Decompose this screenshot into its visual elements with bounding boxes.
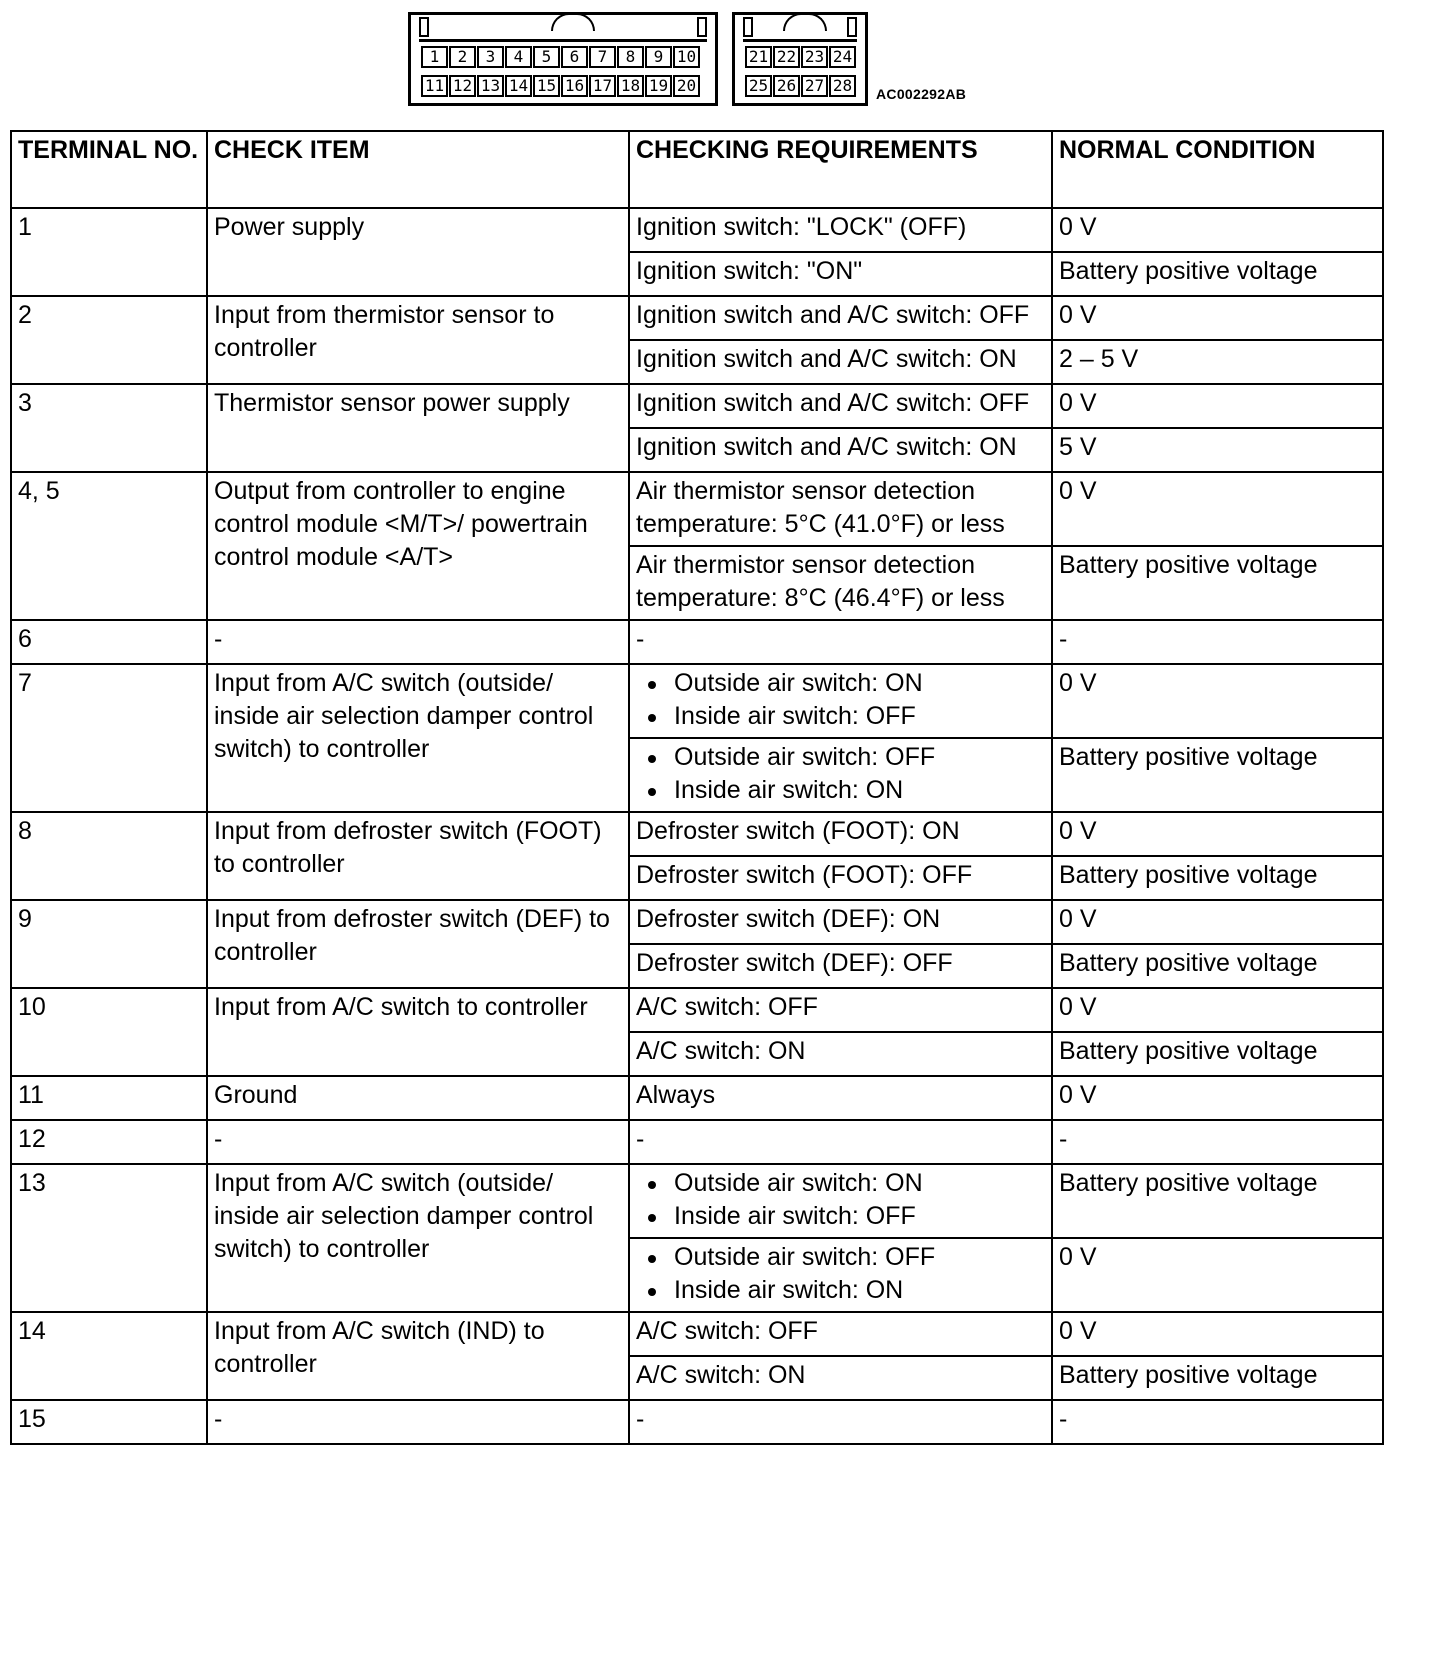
pin-row-bottom bbox=[421, 75, 701, 97]
connector-edge bbox=[743, 39, 857, 42]
cell-terminal-no: 3 bbox=[11, 384, 207, 472]
connector-pin: 23 bbox=[801, 46, 828, 68]
requirement-bullet-list bbox=[636, 667, 1045, 733]
table-row bbox=[11, 1312, 1383, 1356]
connector-pin: 25 bbox=[745, 75, 772, 97]
cell-normal-condition: 0 V bbox=[1052, 1076, 1383, 1120]
cell-terminal-no: 1 bbox=[11, 208, 207, 296]
cell-terminal-no: 10 bbox=[11, 988, 207, 1076]
connector-pin: 12 bbox=[449, 75, 476, 97]
connector-ear bbox=[419, 17, 429, 37]
requirement-bullet-list bbox=[636, 741, 1045, 807]
pin-row-top bbox=[421, 46, 701, 68]
cell-checking-requirement: Ignition switch and A/C switch: OFF bbox=[629, 384, 1052, 428]
connector-pin: 26 bbox=[773, 75, 800, 97]
header-checking-requirements: CHECKING REQUIREMENTS bbox=[629, 131, 1052, 208]
cell-checking-requirement: Ignition switch: "ON" bbox=[629, 252, 1052, 296]
connector-pin: 20 bbox=[673, 75, 700, 97]
table-row bbox=[11, 620, 1383, 664]
cell-checking-requirement: - bbox=[629, 1120, 1052, 1164]
connector-pin: 6 bbox=[561, 46, 588, 68]
cell-checking-requirement: Always bbox=[629, 1076, 1052, 1120]
cell-normal-condition: Battery positive voltage bbox=[1052, 856, 1383, 900]
connector-pin: 8 bbox=[617, 46, 644, 68]
connector-pin: 13 bbox=[477, 75, 504, 97]
cell-checking-requirement: Ignition switch: "LOCK" (OFF) bbox=[629, 208, 1052, 252]
header-terminal-no: TERMINAL NO. bbox=[11, 131, 207, 208]
connector-pin: 17 bbox=[589, 75, 616, 97]
cell-checking-requirement: A/C switch: ON bbox=[629, 1032, 1052, 1076]
cell-checking-requirement: Air thermistor sensor detection temperature: 5°C (41.0°F) or less bbox=[629, 472, 1052, 546]
connector-pin: 28 bbox=[829, 75, 856, 97]
cell-normal-condition: Battery positive voltage bbox=[1052, 738, 1383, 812]
connector-pin: 7 bbox=[589, 46, 616, 68]
table-row bbox=[11, 1076, 1383, 1120]
pin-row-top bbox=[745, 46, 857, 68]
cell-checking-requirement bbox=[629, 738, 1052, 812]
cell-check-item: Input from defroster switch (DEF) to controller bbox=[207, 900, 629, 988]
cell-normal-condition: 0 V bbox=[1052, 900, 1383, 944]
cell-normal-condition: 0 V bbox=[1052, 472, 1383, 546]
connector-pin: 21 bbox=[745, 46, 772, 68]
cell-terminal-no: 13 bbox=[11, 1164, 207, 1312]
requirement-bullet: Inside air switch: OFF bbox=[674, 1200, 1045, 1233]
cell-terminal-no: 9 bbox=[11, 900, 207, 988]
cell-check-item: - bbox=[207, 1400, 629, 1444]
table-row bbox=[11, 472, 1383, 546]
cell-normal-condition: Battery positive voltage bbox=[1052, 1356, 1383, 1400]
cell-normal-condition: 0 V bbox=[1052, 1312, 1383, 1356]
cell-normal-condition: Battery positive voltage bbox=[1052, 1032, 1383, 1076]
table-body bbox=[11, 208, 1383, 1444]
cell-normal-condition: Battery positive voltage bbox=[1052, 944, 1383, 988]
cell-checking-requirement: Ignition switch and A/C switch: OFF bbox=[629, 296, 1052, 340]
connector-pin: 3 bbox=[477, 46, 504, 68]
cell-check-item: Ground bbox=[207, 1076, 629, 1120]
connector-pin: 19 bbox=[645, 75, 672, 97]
table-header-row bbox=[11, 131, 1383, 208]
cell-normal-condition: 0 V bbox=[1052, 208, 1383, 252]
cell-terminal-no: 11 bbox=[11, 1076, 207, 1120]
connector-pin: 22 bbox=[773, 46, 800, 68]
connector-latch bbox=[551, 13, 595, 31]
connector-latch bbox=[783, 13, 827, 31]
cell-checking-requirement bbox=[629, 1164, 1052, 1238]
cell-checking-requirement: Ignition switch and A/C switch: ON bbox=[629, 428, 1052, 472]
cell-checking-requirement: A/C switch: ON bbox=[629, 1356, 1052, 1400]
cell-terminal-no: 7 bbox=[11, 664, 207, 812]
requirement-bullet-list bbox=[636, 1241, 1045, 1307]
cell-check-item: Output from controller to engine control module <M/T>/ powertrain control module <A/T> bbox=[207, 472, 629, 620]
connector-pin: 10 bbox=[673, 46, 700, 68]
connector-pin: 4 bbox=[505, 46, 532, 68]
connector-pin: 1 bbox=[421, 46, 448, 68]
cell-normal-condition: 0 V bbox=[1052, 812, 1383, 856]
cell-check-item: - bbox=[207, 1120, 629, 1164]
table-row bbox=[11, 988, 1383, 1032]
connector-ear bbox=[847, 17, 857, 37]
table-row bbox=[11, 384, 1383, 428]
cell-checking-requirement: Defroster switch (DEF): ON bbox=[629, 900, 1052, 944]
header-check-item: CHECK ITEM bbox=[207, 131, 629, 208]
requirement-bullet: Inside air switch: ON bbox=[674, 1274, 1045, 1307]
requirement-bullet: Outside air switch: ON bbox=[674, 1167, 1045, 1200]
cell-checking-requirement: - bbox=[629, 1400, 1052, 1444]
cell-normal-condition: 0 V bbox=[1052, 664, 1383, 738]
cell-checking-requirement: Air thermistor sensor detection temperature: 8°C (46.4°F) or less bbox=[629, 546, 1052, 620]
connector-pin: 9 bbox=[645, 46, 672, 68]
cell-normal-condition: - bbox=[1052, 1120, 1383, 1164]
cell-checking-requirement bbox=[629, 1238, 1052, 1312]
connector-pin: 24 bbox=[829, 46, 856, 68]
cell-normal-condition: 0 V bbox=[1052, 384, 1383, 428]
cell-checking-requirement: - bbox=[629, 620, 1052, 664]
cell-normal-condition: 0 V bbox=[1052, 1238, 1383, 1312]
connector-pin: 16 bbox=[561, 75, 588, 97]
table-row bbox=[11, 1400, 1383, 1444]
cell-checking-requirement: Ignition switch and A/C switch: ON bbox=[629, 340, 1052, 384]
figure-code: AC002292AB bbox=[876, 86, 967, 102]
cell-normal-condition: 0 V bbox=[1052, 988, 1383, 1032]
cell-checking-requirement bbox=[629, 664, 1052, 738]
cell-normal-condition: Battery positive voltage bbox=[1052, 252, 1383, 296]
cell-check-item: Input from A/C switch (outside/ inside air selection damper control switch) to controller bbox=[207, 664, 629, 812]
table-row bbox=[11, 208, 1383, 252]
cell-terminal-no: 14 bbox=[11, 1312, 207, 1400]
table-row bbox=[11, 296, 1383, 340]
cell-check-item: Input from defroster switch (FOOT) to controller bbox=[207, 812, 629, 900]
cell-check-item: Input from A/C switch (outside/ inside air selection damper control switch) to controller bbox=[207, 1164, 629, 1312]
cell-terminal-no: 12 bbox=[11, 1120, 207, 1164]
cell-check-item: - bbox=[207, 620, 629, 664]
requirement-bullet: Outside air switch: OFF bbox=[674, 741, 1045, 774]
cell-checking-requirement: Defroster switch (FOOT): ON bbox=[629, 812, 1052, 856]
cell-normal-condition: Battery positive voltage bbox=[1052, 1164, 1383, 1238]
cell-normal-condition: 2 – 5 V bbox=[1052, 340, 1383, 384]
cell-normal-condition: 5 V bbox=[1052, 428, 1383, 472]
cell-normal-condition: Battery positive voltage bbox=[1052, 546, 1383, 620]
cell-terminal-no: 2 bbox=[11, 296, 207, 384]
connector-pin: 14 bbox=[505, 75, 532, 97]
connector-pin: 18 bbox=[617, 75, 644, 97]
connector-edge bbox=[419, 39, 707, 42]
cell-normal-condition: - bbox=[1052, 620, 1383, 664]
table-row bbox=[11, 812, 1383, 856]
cell-check-item: Power supply bbox=[207, 208, 629, 296]
connector-ear bbox=[697, 17, 707, 37]
requirement-bullet: Outside air switch: ON bbox=[674, 667, 1045, 700]
connector-pin: 2 bbox=[449, 46, 476, 68]
cell-terminal-no: 4, 5 bbox=[11, 472, 207, 620]
cell-check-item: Input from A/C switch to controller bbox=[207, 988, 629, 1076]
cell-checking-requirement: A/C switch: OFF bbox=[629, 988, 1052, 1032]
table-row bbox=[11, 900, 1383, 944]
cell-normal-condition: - bbox=[1052, 1400, 1383, 1444]
cell-checking-requirement: Defroster switch (FOOT): OFF bbox=[629, 856, 1052, 900]
cell-terminal-no: 8 bbox=[11, 812, 207, 900]
cell-checking-requirement: A/C switch: OFF bbox=[629, 1312, 1052, 1356]
table-row bbox=[11, 1120, 1383, 1164]
connector-pin: 5 bbox=[533, 46, 560, 68]
cell-terminal-no: 15 bbox=[11, 1400, 207, 1444]
cell-normal-condition: 0 V bbox=[1052, 296, 1383, 340]
cell-terminal-no: 6 bbox=[11, 620, 207, 664]
requirement-bullet: Inside air switch: OFF bbox=[674, 700, 1045, 733]
connector-pin: 11 bbox=[421, 75, 448, 97]
connector-pin: 15 bbox=[533, 75, 560, 97]
cell-check-item: Thermistor sensor power supply bbox=[207, 384, 629, 472]
header-normal-condition: NORMAL CONDITION bbox=[1052, 131, 1383, 208]
terminal-check-table bbox=[10, 130, 1384, 1445]
requirement-bullet: Inside air switch: ON bbox=[674, 774, 1045, 807]
requirement-bullet: Outside air switch: OFF bbox=[674, 1241, 1045, 1274]
cell-check-item: Input from thermistor sensor to controller bbox=[207, 296, 629, 384]
requirement-bullet-list bbox=[636, 1167, 1045, 1233]
connector-diagram-left bbox=[408, 12, 718, 106]
table-row bbox=[11, 1164, 1383, 1238]
table-row bbox=[11, 664, 1383, 738]
connector-pin: 27 bbox=[801, 75, 828, 97]
connector-diagram-right bbox=[732, 12, 868, 106]
cell-checking-requirement: Defroster switch (DEF): OFF bbox=[629, 944, 1052, 988]
cell-check-item: Input from A/C switch (IND) to controller bbox=[207, 1312, 629, 1400]
pin-row-bottom bbox=[745, 75, 857, 97]
connector-ear bbox=[743, 17, 753, 37]
